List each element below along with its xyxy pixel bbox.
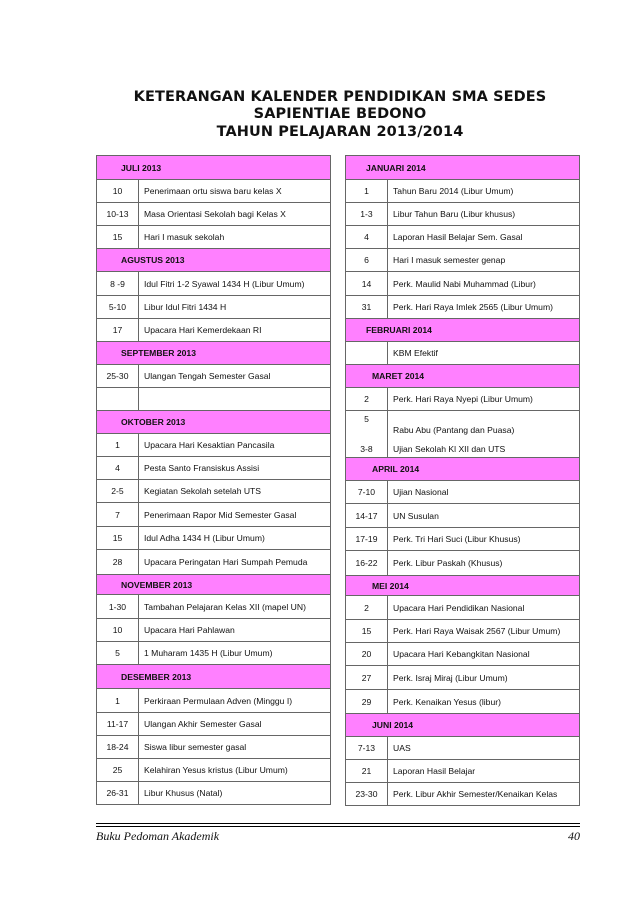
date-cell: 2-5 — [97, 480, 139, 503]
event-cell: Tahun Baru 2014 (Libur Umum) — [388, 180, 580, 203]
table-row — [97, 457, 331, 480]
event-cell: Perk. Hari Raya Nyepi (Libur Umum) — [388, 388, 580, 411]
date-cell: 1-3 — [346, 203, 388, 226]
table-row — [346, 620, 580, 643]
date-cell: 7-10 — [346, 481, 388, 504]
date-cell: 16-22 — [346, 551, 388, 576]
date-cell: 10 — [97, 619, 139, 642]
table-row — [346, 388, 580, 411]
table-row — [97, 689, 331, 713]
table-row — [346, 226, 580, 249]
date-cell: 5-10 — [97, 296, 139, 319]
date-cell: 28 — [97, 550, 139, 575]
event-cell: Tambahan Pelajaran Kelas XII (mapel UN) — [139, 595, 331, 619]
table-row — [97, 365, 331, 388]
table-row — [97, 550, 331, 575]
table-row — [97, 713, 331, 736]
event-cell: Perk. Maulid Nabi Muhammad (Libur) — [388, 272, 580, 296]
event-cell: Ulangan Tengah Semester Gasal — [139, 365, 331, 388]
table-row — [97, 434, 331, 457]
date-cell: 20 — [346, 643, 388, 666]
month-header-mei: MEI 2014 — [346, 576, 580, 596]
event-cell: Perk. Kenaikan Yesus (libur) — [388, 690, 580, 714]
event-cell: Pesta Santo Fransiskus Assisi — [139, 457, 331, 480]
date-cell — [97, 388, 139, 411]
table-row — [97, 782, 331, 805]
date-cell — [346, 342, 388, 365]
event-cell: UN Susulan — [388, 504, 580, 528]
table-row — [346, 342, 580, 365]
table-row — [97, 203, 331, 226]
date-cell: 15 — [97, 527, 139, 550]
event-cell: Idul Fitri 1-2 Syawal 1434 H (Libur Umum) — [139, 272, 331, 296]
table-row — [346, 481, 580, 504]
event-cell: Perk. Tri Hari Suci (Libur Khusus) — [388, 528, 580, 551]
date-cell: 17-19 — [346, 528, 388, 551]
month-header-juni: JUNI 2014 — [346, 714, 580, 737]
event-cell: Idul Adha 1434 H (Libur Umum) — [139, 527, 331, 550]
event-cell: Perk. Libur Akhir Semester/Kenaikan Kelas — [388, 783, 580, 806]
table-row — [346, 504, 580, 528]
event-cell: Siswa libur semester gasal — [139, 736, 331, 759]
date-cell: 1-30 — [97, 595, 139, 619]
table-row — [346, 737, 580, 760]
month-header-agustus: AGUSTUS 2013 — [97, 249, 331, 272]
event-cell: Upacara Hari Pendidikan Nasional — [388, 596, 580, 620]
table-row — [346, 180, 580, 203]
calendar-table-2014 — [345, 155, 580, 806]
event-cell: Kelahiran Yesus kristus (Libur Umum) — [139, 759, 331, 782]
table-row — [346, 272, 580, 296]
event-cell: Ujian Nasional — [388, 481, 580, 504]
date-cell: 23-30 — [346, 783, 388, 806]
event-cell: Ulangan Akhir Semester Gasal — [139, 713, 331, 736]
table-row — [346, 783, 580, 806]
month-header-april: APRIL 2014 — [346, 458, 580, 481]
table-row — [97, 272, 331, 296]
table-row — [346, 528, 580, 551]
page-title-line2: SAPIENTIAE BEDONO — [253, 106, 427, 122]
event-cell: Libur Tahun Baru (Libur khusus) — [388, 203, 580, 226]
month-header-desember: DESEMBER 2013 — [97, 665, 331, 689]
date-cell: 1 — [346, 180, 388, 203]
table-row-double — [346, 411, 580, 458]
table-row — [97, 503, 331, 527]
footer-divider-thin — [96, 826, 580, 827]
event-cell: KBM Efektif — [388, 342, 580, 365]
event-cell: Perk. Israj Miraj (Libur Umum) — [388, 666, 580, 690]
date-cell: 14-17 — [346, 504, 388, 528]
table-row — [346, 551, 580, 576]
month-header-november: NOVEMBER 2013 — [97, 575, 331, 595]
event-cell: Upacara Peringatan Hari Sumpah Pemuda — [139, 550, 331, 575]
table-row — [97, 480, 331, 503]
date-cell: 10 — [97, 180, 139, 203]
date-cell: 5 — [97, 642, 139, 665]
calendar-table-2013 — [96, 155, 331, 805]
event-cell: Upacara Hari Pahlawan — [139, 619, 331, 642]
event-cell: Masa Orientasi Sekolah bagi Kelas X — [139, 203, 331, 226]
table-row — [346, 249, 580, 272]
table-row — [346, 760, 580, 783]
event-cell: Hari I masuk sekolah — [139, 226, 331, 249]
table-row — [346, 296, 580, 319]
date-cell: 10-13 — [97, 203, 139, 226]
date-cell: 1 — [97, 689, 139, 713]
table-row — [346, 666, 580, 690]
date-cell: 4 — [97, 457, 139, 480]
month-header-februari: FEBRUARI 2014 — [346, 319, 580, 342]
date-cell: 6 — [346, 249, 388, 272]
date-cell: 2 — [346, 388, 388, 411]
table-row — [346, 690, 580, 714]
event-cell: 1 Muharam 1435 H (Libur Umum) — [139, 642, 331, 665]
table-row — [97, 319, 331, 342]
event-cell: Rabu Abu (Pantang dan Puasa) Ujian Sekolah Kl XII dan UTS — [388, 411, 580, 458]
event-cell: Libur Khusus (Natal) — [139, 782, 331, 805]
table-row — [97, 642, 331, 665]
date-cell: 17 — [97, 319, 139, 342]
empty-row — [97, 388, 331, 411]
date-cell: 14 — [346, 272, 388, 296]
event-cell: Laporan Hasil Belajar — [388, 760, 580, 783]
event-cell: Upacara Hari Kemerdekaan RI — [139, 319, 331, 342]
table-row — [97, 619, 331, 642]
date-cell: 7 — [97, 503, 139, 527]
table-row — [97, 595, 331, 619]
month-header-oktober: OKTOBER 2013 — [97, 411, 331, 434]
event-cell: Perk. Libur Paskah (Khusus) — [388, 551, 580, 576]
event-cell: Kegiatan Sekolah setelah UTS — [139, 480, 331, 503]
date-cell: 27 — [346, 666, 388, 690]
table-row — [97, 759, 331, 782]
date-cell: 25-30 — [97, 365, 139, 388]
month-header-september: SEPTEMBER 2013 — [97, 342, 331, 365]
date-cell: 7-13 — [346, 737, 388, 760]
date-cell: 5 3-8 — [346, 411, 388, 458]
footer-book-title: Buku Pedoman Akademik — [96, 829, 220, 843]
event-cell: Upacara Hari Kebangkitan Nasional — [388, 643, 580, 666]
table-row — [346, 643, 580, 666]
page-number: 40 — [568, 829, 580, 843]
date-cell: 25 — [97, 759, 139, 782]
footer-divider — [96, 823, 580, 824]
event-cell: Perk. Hari Raya Waisak 2567 (Libur Umum) — [388, 620, 580, 643]
date-cell: 29 — [346, 690, 388, 714]
month-header-januari: JANUARI 2014 — [346, 156, 580, 180]
date-cell: 21 — [346, 760, 388, 783]
event-cell: UAS — [388, 737, 580, 760]
table-row — [97, 296, 331, 319]
month-header-maret: MARET 2014 — [346, 365, 580, 388]
page-title-line1: KETERANGAN KALENDER PENDIDIKAN SMA SEDES — [133, 89, 547, 105]
page-title-line3: TAHUN PELAJARAN 2013/2014 — [216, 124, 464, 140]
date-cell: 8 -9 — [97, 272, 139, 296]
table-row — [97, 226, 331, 249]
date-cell: 31 — [346, 296, 388, 319]
table-row — [97, 180, 331, 203]
date-cell: 11-17 — [97, 713, 139, 736]
event-cell: Hari I masuk semester genap — [388, 249, 580, 272]
event-cell: Laporan Hasil Belajar Sem. Gasal — [388, 226, 580, 249]
event-cell — [139, 388, 331, 411]
date-cell: 2 — [346, 596, 388, 620]
date-cell: 26-31 — [97, 782, 139, 805]
event-cell: Perkiraan Permulaan Adven (Minggu I) — [139, 689, 331, 713]
table-row — [97, 527, 331, 550]
table-row — [346, 203, 580, 226]
date-cell: 1 — [97, 434, 139, 457]
date-cell: 4 — [346, 226, 388, 249]
event-cell: Perk. Hari Raya Imlek 2565 (Libur Umum) — [388, 296, 580, 319]
month-header-juli: JULI 2013 — [97, 156, 331, 180]
event-cell: Libur Idul Fitri 1434 H — [139, 296, 331, 319]
event-cell: Penerimaan ortu siswa baru kelas X — [139, 180, 331, 203]
event-cell: Upacara Hari Kesaktian Pancasila — [139, 434, 331, 457]
date-cell: 18-24 — [97, 736, 139, 759]
event-cell: Penerimaan Rapor Mid Semester Gasal — [139, 503, 331, 527]
date-cell: 15 — [346, 620, 388, 643]
table-row — [97, 736, 331, 759]
table-row — [346, 596, 580, 620]
date-cell: 15 — [97, 226, 139, 249]
